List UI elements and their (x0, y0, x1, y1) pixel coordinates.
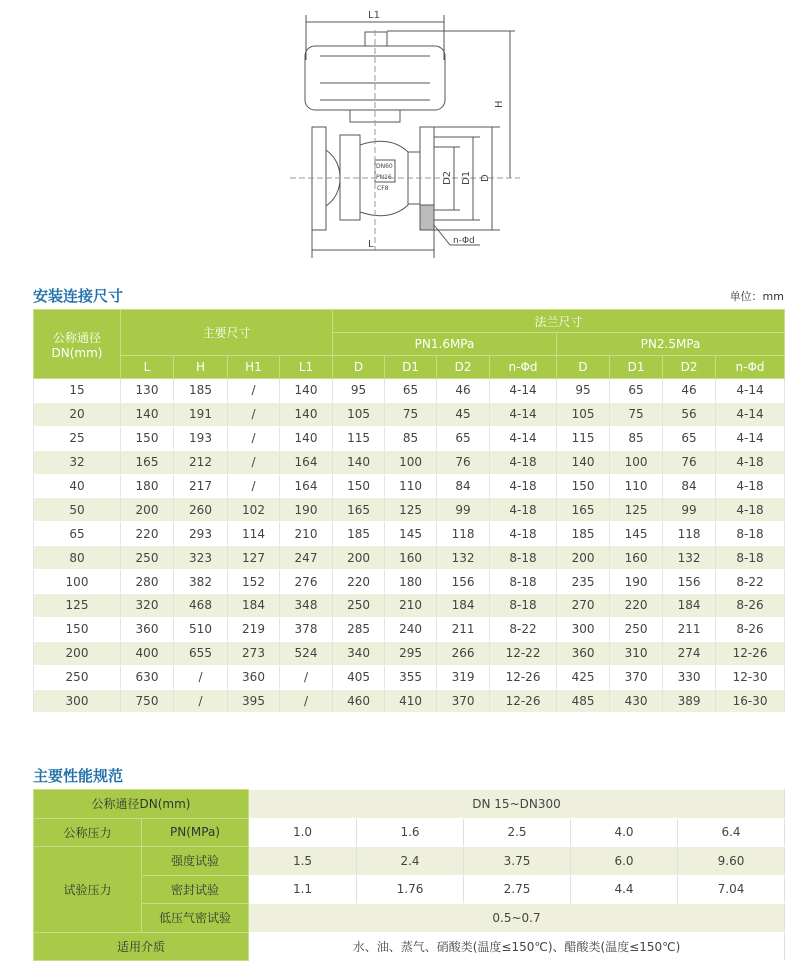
dn-label: 公称通径DN(mm) (34, 790, 249, 819)
table-cell: 65 (610, 379, 663, 403)
table-cell: 300 (34, 689, 121, 713)
column-header: L (121, 356, 174, 379)
header-pn25: PN2.5MPa (557, 333, 785, 356)
table-cell: 200 (34, 641, 121, 665)
table-cell: 110 (610, 474, 663, 498)
table-cell: 12-26 (716, 641, 785, 665)
table-cell: 4-14 (490, 426, 557, 450)
table-cell: 114 (228, 522, 280, 546)
pn-label: PN(MPa) (142, 818, 249, 847)
table-cell: 485 (557, 689, 610, 713)
table-cell: 84 (663, 474, 716, 498)
table-cell: 382 (174, 570, 228, 594)
table-cell: 8-26 (716, 617, 785, 641)
table-cell: 4-18 (490, 450, 557, 474)
table-cell: 460 (333, 689, 385, 713)
table-cell: / (228, 474, 280, 498)
table-cell: 165 (557, 498, 610, 522)
table-cell: 4-14 (490, 402, 557, 426)
table-cell: 250 (121, 546, 174, 570)
table-cell: 118 (437, 522, 490, 546)
table-cell: 220 (333, 570, 385, 594)
table-cell: 105 (333, 402, 385, 426)
table-cell: 8-18 (490, 546, 557, 570)
table-cell: 200 (333, 546, 385, 570)
table-cell: 99 (663, 498, 716, 522)
table-cell: 156 (437, 570, 490, 594)
table-cell: 210 (280, 522, 333, 546)
table-row (34, 379, 785, 403)
table-cell: 378 (280, 617, 333, 641)
table-cell: 65 (663, 426, 716, 450)
table-cell: 266 (437, 641, 490, 665)
table-cell: 65 (437, 426, 490, 450)
table-cell: 370 (610, 665, 663, 689)
column-header: D (333, 356, 385, 379)
table-cell: 4-18 (490, 474, 557, 498)
table-cell: 4-14 (716, 426, 785, 450)
table-cell: / (228, 379, 280, 403)
table-cell: 217 (174, 474, 228, 498)
table-cell: / (174, 689, 228, 713)
table-cell: 150 (333, 474, 385, 498)
table-cell: 8-18 (490, 570, 557, 594)
column-header: D2 (437, 356, 490, 379)
table-cell: 145 (385, 522, 437, 546)
table-cell: 102 (228, 498, 280, 522)
table-cell: 323 (174, 546, 228, 570)
table-cell: 340 (333, 641, 385, 665)
value-cell: 6.0 (571, 847, 678, 876)
table-cell: 8-22 (490, 617, 557, 641)
table-cell: 210 (385, 594, 437, 618)
table-cell: 127 (228, 546, 280, 570)
header-pn16: PN1.6MPa (333, 333, 557, 356)
column-header: n-Φd (490, 356, 557, 379)
label-l: L (368, 239, 374, 250)
table-cell: 115 (333, 426, 385, 450)
column-header: D (557, 356, 610, 379)
table-cell: 140 (280, 426, 333, 450)
table-cell: 165 (121, 450, 174, 474)
table-row (34, 665, 785, 689)
table-cell: 330 (663, 665, 716, 689)
table-cell: 15 (34, 379, 121, 403)
column-header: H (174, 356, 228, 379)
value-cell: 1.5 (249, 847, 357, 876)
table-cell: 50 (34, 498, 121, 522)
table-cell: 100 (385, 450, 437, 474)
table-row (34, 450, 785, 474)
table-cell: 212 (174, 450, 228, 474)
table-cell: 405 (333, 665, 385, 689)
table-cell: 4-18 (716, 474, 785, 498)
table-cell: 250 (34, 665, 121, 689)
table-cell: 360 (228, 665, 280, 689)
column-header: n-Φd (716, 356, 785, 379)
table-cell: 100 (610, 450, 663, 474)
table-cell: 130 (121, 379, 174, 403)
table-cell: 285 (333, 617, 385, 641)
table-cell: 220 (610, 594, 663, 618)
table-cell: 32 (34, 450, 121, 474)
table-cell: 164 (280, 474, 333, 498)
table-row (34, 689, 785, 713)
table-cell: 184 (437, 594, 490, 618)
table-cell: 132 (437, 546, 490, 570)
mark-material: CF8 (377, 185, 389, 192)
table-cell: 211 (437, 617, 490, 641)
table-cell: 25 (34, 426, 121, 450)
table-cell: 65 (385, 379, 437, 403)
table-cell: 430 (610, 689, 663, 713)
performance-table (33, 789, 785, 961)
value-cell: 3.75 (464, 847, 571, 876)
table-cell: 274 (663, 641, 716, 665)
table-cell: 190 (280, 498, 333, 522)
table-cell: 115 (557, 426, 610, 450)
valve-drawing (290, 0, 540, 265)
table-cell: 360 (121, 617, 174, 641)
table-cell: 320 (121, 594, 174, 618)
label-d: D (480, 174, 491, 182)
table-cell: / (228, 426, 280, 450)
table-cell: 319 (437, 665, 490, 689)
table-cell: 180 (385, 570, 437, 594)
table-cell: 125 (385, 498, 437, 522)
table-cell: 145 (610, 522, 663, 546)
table-cell: 524 (280, 641, 333, 665)
value-cell: 7.04 (678, 875, 785, 904)
table-cell: 75 (385, 402, 437, 426)
table-cell: 630 (121, 665, 174, 689)
value-cell: 9.60 (678, 847, 785, 876)
table-row (34, 641, 785, 665)
table-cell: 273 (228, 641, 280, 665)
table-cell: 125 (610, 498, 663, 522)
table-cell: 125 (34, 594, 121, 618)
table-cell: 468 (174, 594, 228, 618)
table-cell: 184 (663, 594, 716, 618)
table-cell: 46 (663, 379, 716, 403)
seal-label: 密封试验 (142, 875, 249, 904)
table-row (34, 498, 785, 522)
table-cell: 45 (437, 402, 490, 426)
table-cell: 84 (437, 474, 490, 498)
value-cell: 2.75 (464, 875, 571, 904)
table-cell: 185 (333, 522, 385, 546)
table-cell: 160 (385, 546, 437, 570)
table-cell: / (228, 402, 280, 426)
media-value: 水、油、蒸气、硝酸类(温度≤150℃)、醋酸类(温度≤150℃) (249, 932, 785, 961)
table-cell: 4-18 (716, 498, 785, 522)
table-cell: 164 (280, 450, 333, 474)
table-cell: 235 (557, 570, 610, 594)
table-cell: 4-18 (716, 450, 785, 474)
table-row (34, 594, 785, 618)
table-cell: 65 (34, 522, 121, 546)
table-cell: 16-30 (716, 689, 785, 713)
unit-label: 单位：mm (729, 290, 784, 303)
table-cell: 105 (557, 402, 610, 426)
table-cell: 185 (557, 522, 610, 546)
table-cell: 8-18 (716, 546, 785, 570)
table-cell: 85 (385, 426, 437, 450)
table-cell: 140 (333, 450, 385, 474)
table-cell: / (228, 450, 280, 474)
table-cell: 4-14 (716, 379, 785, 403)
media-label: 适用介质 (34, 932, 249, 961)
air-label: 低压气密试验 (142, 904, 249, 933)
label-h: H (494, 100, 505, 108)
table-cell: 165 (333, 498, 385, 522)
value-cell: 1.6 (357, 818, 464, 847)
value-cell: 6.4 (678, 818, 785, 847)
table-cell: 184 (228, 594, 280, 618)
table-cell: 95 (333, 379, 385, 403)
table-cell: 293 (174, 522, 228, 546)
dn-value: DN 15~DN300 (249, 790, 785, 819)
column-header: D1 (610, 356, 663, 379)
table-cell: 310 (610, 641, 663, 665)
table-cell: 425 (557, 665, 610, 689)
table-cell: 8-26 (716, 594, 785, 618)
table-cell: 140 (557, 450, 610, 474)
value-cell: 2.5 (464, 818, 571, 847)
table-cell: 75 (610, 402, 663, 426)
header-dn: 公称通径DN(mm) (34, 310, 121, 379)
pn-group: 公称压力 (34, 818, 142, 847)
table-cell: 150 (121, 426, 174, 450)
section-title-install: 安装连接尺寸 (33, 287, 124, 305)
table-cell: 140 (280, 379, 333, 403)
table-cell: 4-18 (490, 498, 557, 522)
value-cell: 4.0 (571, 818, 678, 847)
column-header: L1 (280, 356, 333, 379)
table-cell: 276 (280, 570, 333, 594)
column-header: D1 (385, 356, 437, 379)
label-n-phi-d: n-Φd (453, 236, 475, 246)
header-main: 主要尺寸 (121, 310, 333, 356)
table-cell: 360 (557, 641, 610, 665)
table-row (34, 426, 785, 450)
table-cell: 99 (437, 498, 490, 522)
header-flange: 法兰尺寸 (333, 310, 785, 333)
table-cell: 4-18 (490, 522, 557, 546)
table-cell: / (280, 689, 333, 713)
table-cell: 250 (610, 617, 663, 641)
column-header: H1 (228, 356, 280, 379)
table-cell: 140 (121, 402, 174, 426)
table-cell: 295 (385, 641, 437, 665)
table-cell: 110 (385, 474, 437, 498)
table-cell: 389 (663, 689, 716, 713)
table-cell: 12-22 (490, 641, 557, 665)
table-cell: 190 (610, 570, 663, 594)
table-cell: 20 (34, 402, 121, 426)
table-cell: 132 (663, 546, 716, 570)
table-cell: 370 (437, 689, 490, 713)
strength-label: 强度试验 (142, 847, 249, 876)
table-cell: 655 (174, 641, 228, 665)
table-cell: 85 (610, 426, 663, 450)
table-cell: 200 (557, 546, 610, 570)
table-row (34, 546, 785, 570)
table-cell: 12-30 (716, 665, 785, 689)
table-cell: 76 (437, 450, 490, 474)
table-cell: 152 (228, 570, 280, 594)
value-cell: 1.76 (357, 875, 464, 904)
dimension-table (33, 309, 785, 713)
table-row (34, 522, 785, 546)
label-d1: D1 (461, 170, 472, 185)
table-cell: 4-14 (716, 402, 785, 426)
table-cell: 76 (663, 450, 716, 474)
table-row (34, 402, 785, 426)
table-cell: 180 (121, 474, 174, 498)
table-cell: 219 (228, 617, 280, 641)
table-cell: / (174, 665, 228, 689)
table-cell: 410 (385, 689, 437, 713)
table-cell: 191 (174, 402, 228, 426)
table-cell: 80 (34, 546, 121, 570)
table-cell: 8-22 (716, 570, 785, 594)
table-cell: 270 (557, 594, 610, 618)
table-cell: 56 (663, 402, 716, 426)
table-cell: 160 (610, 546, 663, 570)
table-cell: 118 (663, 522, 716, 546)
table-cell: 247 (280, 546, 333, 570)
mark-dn: DN60 (376, 163, 393, 170)
table-cell: 100 (34, 570, 121, 594)
test-group: 试验压力 (34, 847, 142, 933)
table-cell: 211 (663, 617, 716, 641)
table-cell: 348 (280, 594, 333, 618)
table-cell: / (280, 665, 333, 689)
table-cell: 240 (385, 617, 437, 641)
table-cell: 8-18 (490, 594, 557, 618)
table-cell: 400 (121, 641, 174, 665)
table-cell: 46 (437, 379, 490, 403)
table-cell: 4-14 (490, 379, 557, 403)
value-cell: 4.4 (571, 875, 678, 904)
label-l1: L1 (368, 10, 380, 21)
value-cell: 1.1 (249, 875, 357, 904)
table-cell: 40 (34, 474, 121, 498)
table-cell: 185 (174, 379, 228, 403)
table-row (34, 617, 785, 641)
table-cell: 12-26 (490, 689, 557, 713)
mark-pn: PN16 (376, 174, 392, 181)
table-cell: 395 (228, 689, 280, 713)
table-cell: 355 (385, 665, 437, 689)
table-cell: 193 (174, 426, 228, 450)
table-cell: 250 (333, 594, 385, 618)
table-cell: 156 (663, 570, 716, 594)
table-cell: 140 (280, 402, 333, 426)
table-cell: 12-26 (490, 665, 557, 689)
table-cell: 510 (174, 617, 228, 641)
section-title-performance: 主要性能规范 (33, 767, 124, 785)
table-cell: 300 (557, 617, 610, 641)
value-cell: 1.0 (249, 818, 357, 847)
column-header: D2 (663, 356, 716, 379)
table-cell: 280 (121, 570, 174, 594)
table-cell: 8-18 (716, 522, 785, 546)
table-cell: 200 (121, 498, 174, 522)
table-cell: 150 (34, 617, 121, 641)
table-cell: 260 (174, 498, 228, 522)
air-value: 0.5~0.7 (249, 904, 785, 933)
table-cell: 750 (121, 689, 174, 713)
table-cell: 220 (121, 522, 174, 546)
table-row (34, 474, 785, 498)
table-cell: 150 (557, 474, 610, 498)
value-cell: 2.4 (357, 847, 464, 876)
table-cell: 95 (557, 379, 610, 403)
label-d2: D2 (442, 170, 453, 185)
table-row (34, 570, 785, 594)
